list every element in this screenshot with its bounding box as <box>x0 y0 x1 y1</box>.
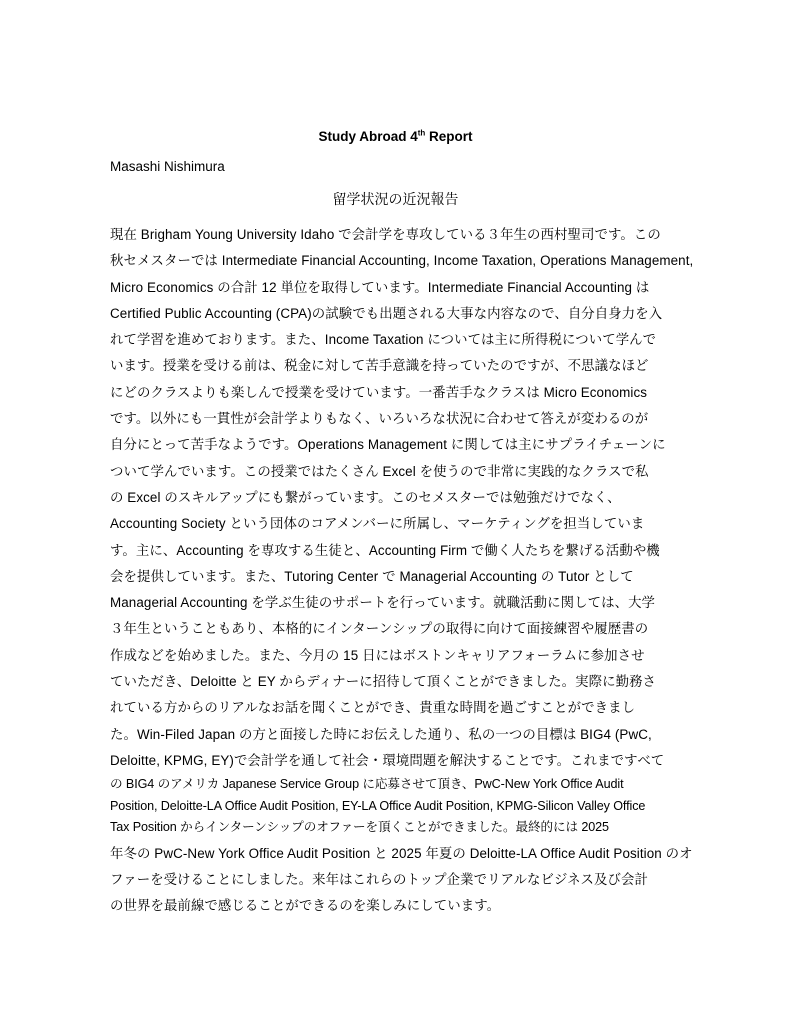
report-body <box>110 222 694 920</box>
report-title-superscript: th <box>417 128 426 138</box>
body-line: た。Win-Filed Japan の方と面接した時にお伝えした通り、私の一つの目標は BIG4 (PwC, <box>110 726 652 742</box>
body-line: います。授業を受ける前は、税金に対して苦手意識を持っていたのですが、不思議なほど <box>110 358 649 374</box>
body-line: Certified Public Accounting (CPA)の試験でも出題される大事な内容なので、自分自身力を入 <box>110 305 663 321</box>
body-line: Deloitte, KPMG, EY)で会計学を通して社会・環境問題を解決することです。これまですべて <box>110 752 665 768</box>
body-line: す。主に、Accounting を専攻する生徒と、Accounting Firm で働く人たちを繋げる活動や機 <box>110 542 660 558</box>
body-line: ついて学んでいます。この授業ではたくさん Excel を使うので非常に実践的なクラスで私 <box>110 463 649 479</box>
body-line: です。以外にも一貫性が会計学よりもなく、いろいろな状況に合わせて答えが変わるのが <box>110 411 649 427</box>
report-title <box>0 128 791 146</box>
body-line: の BIG4 のアメリカ Japanese Service Group に応募させて頂き、PwC-New York Office Audit <box>110 777 624 792</box>
body-line: ていただき、Deloitte と EY からディナーに招待して頂くことができました。実際に勤務さ <box>110 674 657 690</box>
body-line: 自分にとって苦手なようです。Operations Management に関しては主にサプライチェーンに <box>110 437 666 453</box>
author-name: Masashi Nishimura <box>110 159 225 174</box>
body-line: ３年生ということもあり、本格的にインターンシップの取得に向けて面接練習や履歴書の <box>110 621 649 637</box>
body-line: ファーを受けることにしました。来年はこれらのトップ企業でリアルなビジネス及び会計 <box>110 872 649 888</box>
body-line: の世界を最前線で感じることができるのを楽しみにしています。 <box>110 898 501 914</box>
body-line: 年冬の PwC-New York Office Audit Position と 2025 年夏の Deloitte-LA Office Audit Position のオ <box>110 845 693 861</box>
body-line: の Excel のスキルアップにも繋がっています。このセメスターでは勉強だけでなく、 <box>110 489 621 505</box>
report-title-main: Study Abroad 4 <box>318 129 418 144</box>
body-line: Accounting Society という団体のコアメンバーに所属し、マーケティングを担当していま <box>110 516 645 532</box>
body-line: れている方からのリアルなお話を聞くことができ、貴重な時間を過ごすことができまし <box>110 700 636 716</box>
body-line: 秋セメスターでは Intermediate Financial Accounting, Income Taxation, Operations Management, <box>110 253 694 269</box>
body-line: Position, Deloitte-LA Office Audit Position, EY-LA Office Audit Position, KPMG-Silicon Valley Office <box>110 798 646 813</box>
body-line: れて学習を進めております。また、Income Taxation については主に所得税について学んで <box>110 332 657 348</box>
body-line: 会を提供しています。また、Tutoring Center で Managerial Accounting の Tutor として <box>110 568 634 584</box>
body-line: 作成などを始めました。また、今月の 15 日にはボストンキャリアフォーラムに参加させ <box>110 647 645 663</box>
body-line: Micro Economics の合計 12 単位を取得しています。Intermediate Financial Accounting は <box>110 279 650 295</box>
report-title-end: Report <box>425 129 473 144</box>
body-line: Tax Position からインターンシップのオファーを頂くことができました。最終的には 2025 <box>110 820 609 835</box>
report-subtitle: 留学状況の近況報告 <box>332 191 459 207</box>
body-line: にどのクラスよりも楽しんで授業を受けています。一番苦手なクラスは Micro Economics <box>110 384 648 400</box>
body-line: 現在 Brigham Young University Idaho で会計学を専攻している３年生の西村聖司です。この <box>110 227 661 242</box>
body-line: Managerial Accounting を学ぶ生徒のサポートを行っています。就職活動に関しては、大学 <box>110 595 656 611</box>
